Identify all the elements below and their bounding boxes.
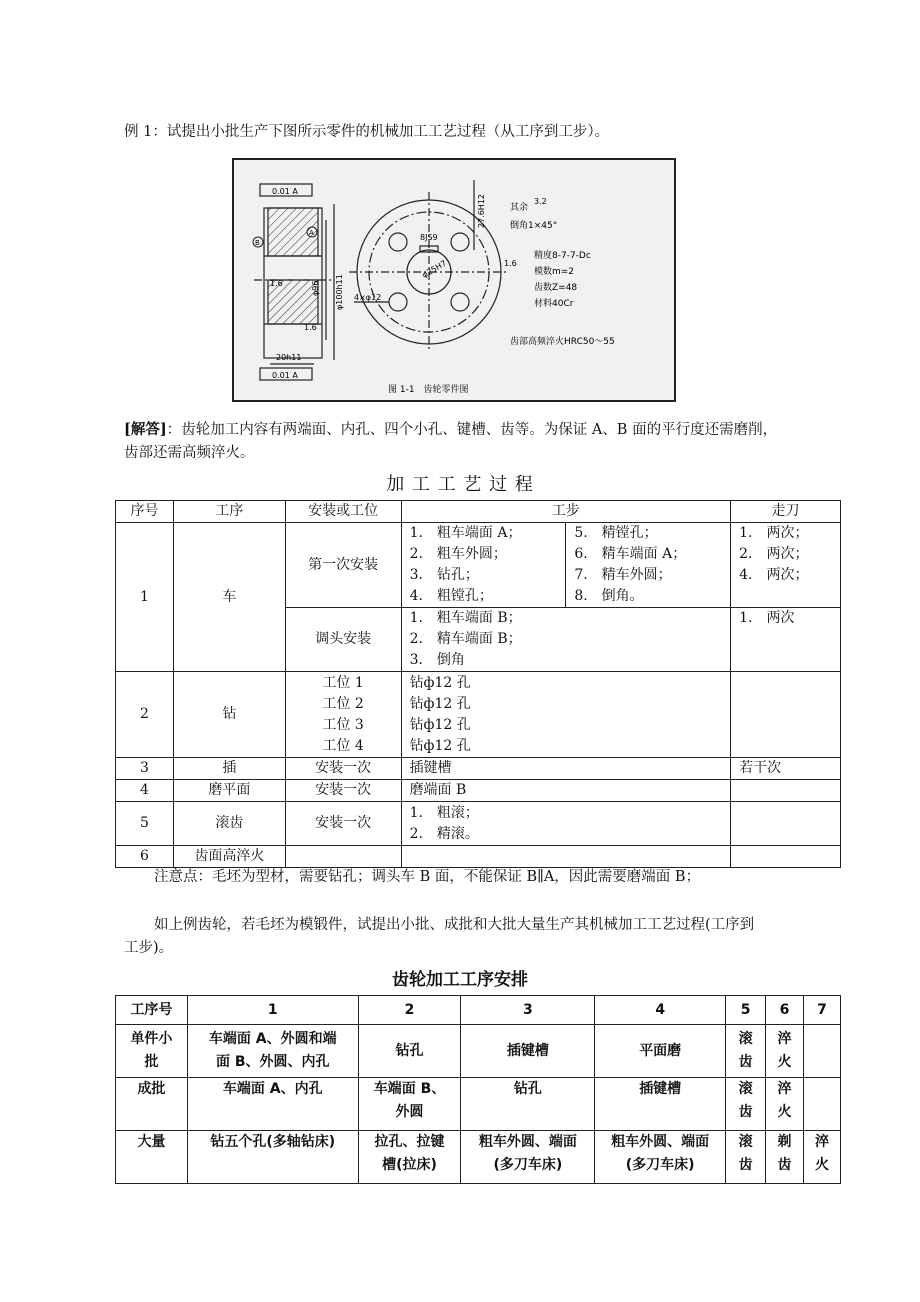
t2-r2-c5: 滚 齿 <box>726 1131 766 1184</box>
r5-steps: 1. 粗滚； 2. 精滚。 <box>401 802 731 846</box>
t2-r2-c7: 淬 火 <box>804 1131 841 1184</box>
r4-no: 4 <box>116 780 174 802</box>
tol-bottom: 0.01 A <box>272 371 298 380</box>
r6-no: 6 <box>116 846 174 868</box>
rest-label: 其余 <box>510 203 529 213</box>
r5-pass <box>731 802 841 846</box>
th-passes: 走刀 <box>731 501 841 523</box>
r6-proc: 齿面高淬火 <box>173 846 285 868</box>
table2-title: 齿轮加工工序安排 <box>392 970 528 990</box>
r3-pass: 若干次 <box>731 758 841 780</box>
t2-r1-label: 成批 <box>116 1078 188 1131</box>
t2-r1-c6: 淬 火 <box>766 1078 804 1131</box>
tol-top: 0.01 A <box>272 187 298 196</box>
datum-a: A <box>309 229 314 237</box>
t2-r0-c5: 滚 齿 <box>726 1025 766 1078</box>
r1-setupB: 调头安装 <box>285 608 401 672</box>
t2-r2-c4: 粗车外圆、端面 (多刀车床) <box>595 1131 726 1184</box>
t2-h0: 工序号 <box>116 996 188 1025</box>
keydepth-dim: 27.6H12 <box>477 193 486 228</box>
r1-passesA: 1. 两次； 2. 两次； 4. 两次； <box>731 523 841 608</box>
t2-r2-label: 大量 <box>116 1131 188 1184</box>
t2-h3: 3 <box>461 996 595 1025</box>
th-proc: 工序 <box>173 501 285 523</box>
t2-r1-c7 <box>804 1078 841 1131</box>
para2-line-1: 如上例齿轮，若毛坯为模锻件，试提出小批、成批和大批大量生产其机械加工工艺过程(工序到 <box>154 917 755 933</box>
rest-val: 3.2 <box>534 197 547 206</box>
note: 注意点：毛坯为型材，需要钻孔；调头车 B 面，不能保证 B∥A，因此需要磨端面 B； <box>154 869 701 885</box>
t2-r2-c1: 钻五个孔(多轴钻床) <box>187 1131 358 1184</box>
r4-proc: 磨平面 <box>173 780 285 802</box>
t2-r2-c2: 拉孔、拉键 槽(拉床) <box>358 1131 461 1184</box>
t2-r0-c6: 淬 火 <box>766 1025 804 1078</box>
dia-outer: φ100h11 <box>335 274 344 310</box>
r3-proc: 插 <box>173 758 285 780</box>
r1-setupA: 第一次安装 <box>285 523 401 608</box>
r5-setup: 安装一次 <box>285 802 401 846</box>
t2-r2-c6: 剃 齿 <box>766 1131 804 1184</box>
answer-line-2: 齿部还需高频淬火。 <box>124 445 255 461</box>
example-intro: 例 1：试提出小批生产下图所示零件的机械加工工艺过程（从工序到工步）。 <box>124 124 610 140</box>
t2-r0-c1: 车端面 A、外圆和端 面 B、外圆、内孔 <box>187 1025 358 1078</box>
t2-r1-c3: 钻孔 <box>461 1078 595 1131</box>
t2-h4: 4 <box>595 996 726 1025</box>
t2-h1: 1 <box>187 996 358 1025</box>
r2-no: 2 <box>116 672 174 758</box>
t2-h7: 7 <box>804 996 841 1025</box>
para2-line-2: 工步)。 <box>124 940 174 956</box>
th-no: 序号 <box>116 501 174 523</box>
material-note: 材料40Cr <box>534 299 574 309</box>
holes-dim: 4×φ12 <box>354 293 382 302</box>
r2-stations: 工位 1 工位 2 工位 3 工位 4 <box>285 672 401 758</box>
table1-title: 加 工 工 艺 过 程 <box>386 474 534 495</box>
r3-setup: 安装一次 <box>285 758 401 780</box>
teeth-note: 齿数Z=48 <box>534 283 578 293</box>
module-note: 模数m=2 <box>534 267 575 277</box>
r1-no: 1 <box>116 523 174 672</box>
t2-r1-c5: 滚 齿 <box>726 1078 766 1131</box>
r1-stepsA-right: 5. 精镗孔； 6. 精车端面 A； 7. 精车外圆； 8. 倒角。 <box>566 523 731 608</box>
r4-setup: 安装一次 <box>285 780 401 802</box>
r4-step: 磨端面 B <box>401 780 731 802</box>
rough-2: 1.6 <box>304 323 317 332</box>
schedule-table <box>115 995 841 1184</box>
rough-3: 1.6 <box>504 259 517 268</box>
dia-mid: φ96 <box>311 280 320 296</box>
t2-r1-c1: 车端面 A、内孔 <box>187 1078 358 1131</box>
r2-passes <box>731 672 841 758</box>
th-setup: 安装或工位 <box>285 501 401 523</box>
r3-step: 插键槽 <box>401 758 731 780</box>
width-dim: 20h11 <box>276 353 302 362</box>
r1-stepsA-left: 1. 粗车端面 A； 2. 粗车外圆； 3. 钻孔； 4. 粗镗孔； <box>401 523 566 608</box>
th-steps: 工步 <box>401 501 731 523</box>
gear-drawing-figure <box>232 158 676 402</box>
r5-proc: 滚齿 <box>173 802 285 846</box>
r3-no: 3 <box>116 758 174 780</box>
t2-h2: 2 <box>358 996 461 1025</box>
t2-r0-c4: 平面磨 <box>595 1025 726 1078</box>
r5-no: 5 <box>116 802 174 846</box>
r4-pass <box>731 780 841 802</box>
bore-dim: φ25H7 <box>420 258 449 280</box>
gear-drawing <box>234 160 674 400</box>
t2-r0-c7 <box>804 1025 841 1078</box>
answer-line-1 <box>124 419 777 441</box>
precision-note: 精度8-7-7-Dc <box>534 251 591 261</box>
rough-1: 1.6 <box>270 279 283 288</box>
r2-proc: 钻 <box>173 672 285 758</box>
r2-steps: 钻ф12 孔 钻ф12 孔 钻ф12 孔 钻ф12 孔 <box>401 672 731 758</box>
key-dim: 8JS9 <box>420 233 438 242</box>
r1-passesB: 1. 两次 <box>731 608 841 672</box>
t2-h5: 5 <box>726 996 766 1025</box>
figure-caption: 图 1-1 齿轮零件图 <box>388 385 469 395</box>
r1-stepsB: 1. 粗车端面 B； 2. 精车端面 B； 3. 倒角 <box>401 608 731 672</box>
t2-h6: 6 <box>766 996 804 1025</box>
t2-r0-c3: 插键槽 <box>461 1025 595 1078</box>
t2-r1-c2: 车端面 B、 外圆 <box>358 1078 461 1131</box>
t2-r0-label: 单件小 批 <box>116 1025 188 1078</box>
datum-b: B <box>255 239 260 247</box>
t2-r1-c4: 插键槽 <box>595 1078 726 1131</box>
r1-proc: 车 <box>173 523 285 672</box>
answer-text-1: ：齿轮加工内容有两端面、内孔、四个小孔、键槽、齿等。为保证 A、B 面的平行度还需磨削， <box>166 422 778 438</box>
hardening-note: 齿部高频淬火HRC50～55 <box>510 337 615 347</box>
t2-r0-c2: 钻孔 <box>358 1025 461 1078</box>
process-table <box>115 500 841 868</box>
answer-label: [解答] <box>124 421 167 438</box>
chamfer-note: 倒角1×45° <box>510 221 558 231</box>
t2-r2-c3: 粗车外圆、端面 (多刀车床) <box>461 1131 595 1184</box>
